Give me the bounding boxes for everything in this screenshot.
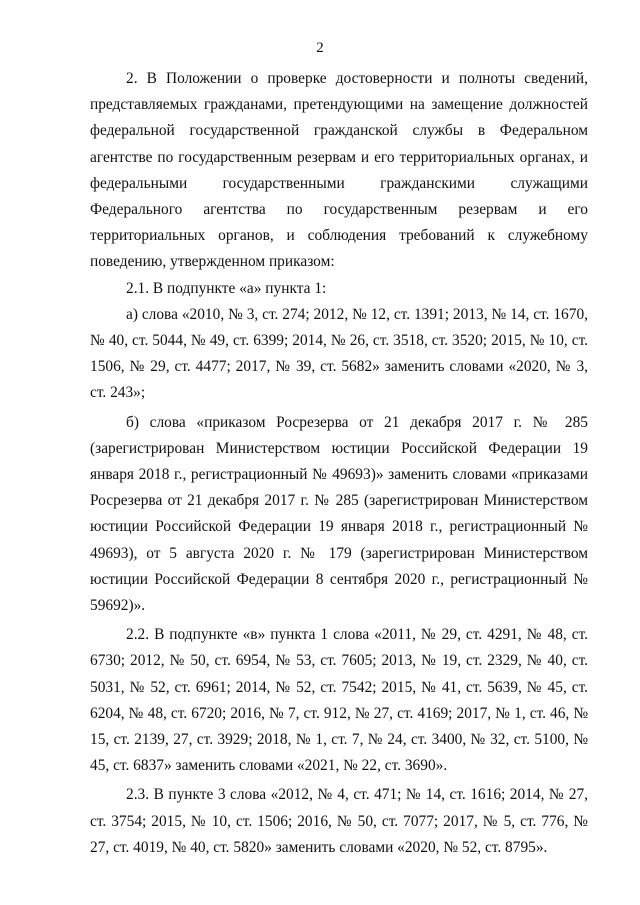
paragraph-2: 2. В Положении о проверке достоверности и полноты сведений, представляемых гражданами, претендующими на замещение должностей федеральной государственной гражданской службы в Федеральном агентстве по государственным резервам и его территориальных органах, и федеральными государственными гражданскими служащими Федерального агентства по государственным резервам и его территориальных органов, и соблюдения требований к служебному поведению, утвержденном приказом: [90, 70, 588, 271]
page-number: 2 [316, 40, 324, 56]
paragraph-2-1-b: б) слова «приказом Росрезерва от 21 декабря 2017 г. № 285 (зарегистрирован Министерством юстиции Российской Федерации 19 января 2018 г., регистрационный № 49693)» заменить словами «приказами Росрезерва от 21 декабря 2017 г. № 285 (зарегистрирован Министерством юстиции Российской Федерации 19 января 2018 г., регистрационный № 49693), от 5 августа 2020 г. № 179 (зарегистрирован Министерством юстиции Российской Федерации 8 сентября 2020 г., регистрационный № 59692)». [90, 413, 588, 615]
paragraph-2-1-a: а) слова «2010, № 3, ст. 274; 2012, № 12, ст. 1391; 2013, № 14, ст. 1670, № 40, ст. 5044, № 49, ст. 6399; 2014, № 26, ст. 3518, ст. 3520; 2015, № 10, ст. 1506, № 29, ст. 4477; 2017, № 39, ст. 5682» заменить словами «2020, № 3, ст. 243»; [90, 305, 588, 402]
paragraph-2-2: 2.2. В подпункте «в» пункта 1 слова «2011, № 29, ст. 4291, № 48, ст. 6730; 2012, № 50, ст. 6954, № 53, ст. 7605; 2013, № 19, ст. 2329, № 40, ст. 5031, № 52, ст. 6961; 2014, № 52, ст. 7542; 2015, № 41, ст. 5639, № 45, ст. 6204, № 48, ст. 6720; 2016, № 7, ст. 912, № 27, ст. 4169; 2017, № 1, ст. 46, № 15, ст. 2139, 27, ст. 3929; 2018, № 1, ст. 7, № 24, ст. 3400, № 32, ст. 5100, № 45, ст. 6837» заменить словами «2021, № 22, ст. 3690». [90, 626, 588, 775]
paragraph-2-1: 2.1. В подпункте «а» пункта 1: [126, 279, 327, 297]
document-body [90, 66, 588, 861]
paragraph-2-3: 2.3. В пункте 3 слова «2012, № 4, ст. 471; № 14, ст. 1616; 2014, № 27, ст. 3754; 2015, № 10, ст. 1506; 2016, № 50, ст. 7077; 2017, № 5, ст. 776, № 27, ст. 4019, № 40, ст. 5820» заменить словами «2020, № 52, ст. 8795». [90, 786, 588, 856]
